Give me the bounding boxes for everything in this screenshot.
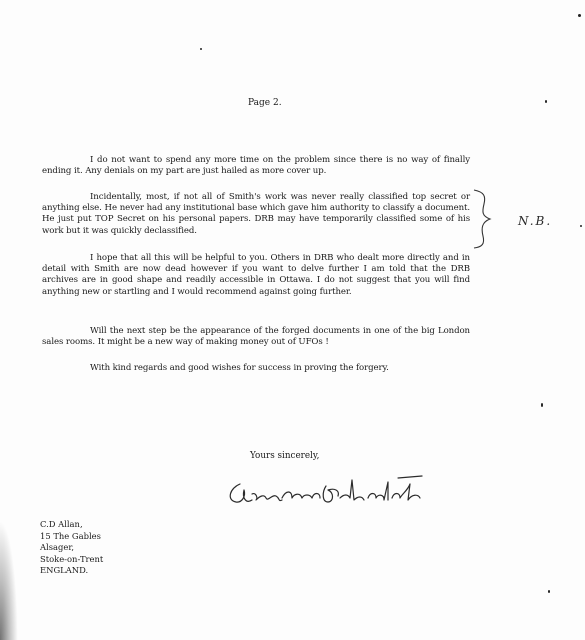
- scan-speck: [578, 14, 581, 17]
- paragraph-text: Incidentally, most, if not all of Smith's work was never really classified top secret or anything else. He never had any institutional base which gave him authority to classify a document. He just put TOP Secret on his personal papers. DRB may have temporarily classified some of his work but it was quickly declassified.: [42, 192, 470, 236]
- paragraph-text: With kind regards and good wishes for success in proving the forgery.: [90, 363, 389, 373]
- scan-speck: [200, 48, 202, 50]
- handwritten-bracket: [472, 188, 496, 250]
- page-number: Page 2.: [248, 98, 282, 108]
- scan-edge-shadow: [0, 520, 18, 640]
- letter-closing: Yours sincerely,: [250, 451, 320, 461]
- sender-address: [40, 519, 103, 577]
- paragraph-text: I do not want to spend any more time on the problem since there is no way of finally ending it. Any denials on my part are just hailed as more cover up.: [42, 155, 470, 177]
- letter-paragraph: [42, 253, 470, 298]
- address-line: Alsager,: [40, 542, 75, 553]
- margin-note: N.B.: [518, 214, 553, 228]
- address-line: C.D Allan,: [40, 519, 83, 529]
- scan-speck: [541, 403, 543, 407]
- letter-paragraph: [42, 155, 470, 177]
- paragraph-text: I hope that all this will be helpful to you. Others in DRB who dealt more directly and in detail with Smith are now dead however if you want to delve further I am told that the DRB archives are in good shape and readily accessible in Ottawa. I do not suggest that you will find anything new or startling and I would recommend against going further.: [42, 253, 470, 297]
- scan-speck: [580, 225, 582, 227]
- address-line: 15 The Gables: [40, 530, 101, 541]
- letter-paragraph: [42, 363, 470, 374]
- handwritten-signature: [222, 470, 437, 512]
- letter-paragraph: [42, 192, 470, 237]
- scan-speck: [545, 100, 547, 103]
- paragraph-text: Will the next step be the appearance of the forged documents in one of the big London sales rooms. It might be a new way of making money out of UFOs !: [42, 326, 470, 348]
- address-line: ENGLAND.: [40, 565, 89, 576]
- letter-paragraph: [42, 326, 470, 348]
- scan-speck: [548, 590, 550, 593]
- address-line: Stoke-on-Trent: [40, 553, 104, 564]
